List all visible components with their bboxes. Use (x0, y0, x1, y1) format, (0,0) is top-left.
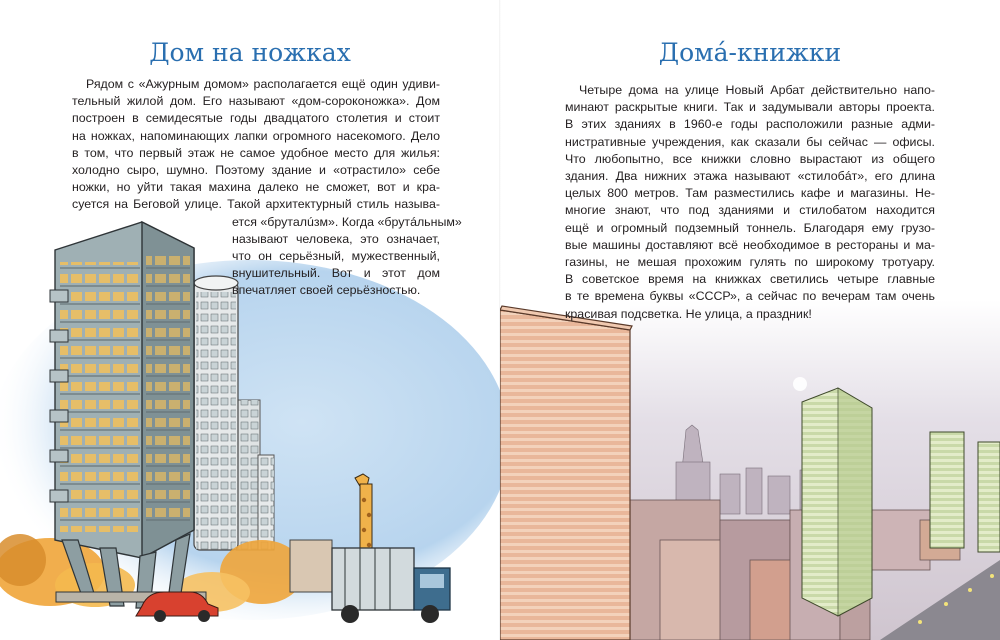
text-line: В этих зданиях в 1960-е годы расположили разные адми- (565, 117, 935, 132)
small-building (290, 540, 332, 592)
text-line: холодно сыро, шумно. Поэтому здание и «отрастило» себе (72, 163, 440, 178)
text-line: в те времена буквы «СССР», а сейчас по вечерам там очень (565, 289, 935, 304)
text-line: внушительный. Вот и этот дом (232, 266, 440, 281)
book-tower-pink (500, 306, 632, 640)
text-line: вые машины доставляют всё необходимое в рестораны и ма- (565, 237, 935, 252)
text-line: что он серьёзный, мужественный, (232, 249, 440, 263)
text-line: Рядом с «Ажурным домом» располагается ещё один удиви- (86, 77, 440, 91)
sun (793, 377, 807, 391)
text-line: здания. Два нижних этажа называют «стилобáт», его длина (565, 169, 935, 184)
text-line: в том, что первый этаж не самое удобное место для жилья: (72, 145, 440, 160)
text-line: целых 800 метров. Там разместились кафе и магазины. Не- (565, 186, 935, 201)
text-line: построен в семидесятые годы двадцатого столетия и стоит (72, 111, 440, 126)
text-line: газины, не мешая прохожим гулять по широкому тротуару. (565, 255, 935, 270)
text-line: впечатляет своей серьёзностью. (232, 283, 421, 298)
text-line: на ножках, напоминающих лапки огромного насекомого. Дело (72, 128, 440, 143)
text-line: минают раскрытые книги. Так и задумывали авторы проекта. (565, 100, 935, 115)
text-line: тельный жилой дом. Его называют «дом-сороконожка». Дом (72, 94, 440, 109)
text-line: ется «бруталúзм». Когда «брутáльным» (232, 214, 462, 229)
text-line: суется на Беговой улице. Такой архитектурный стиль называ- (72, 197, 440, 212)
right-page (500, 0, 1000, 640)
text-line: нистративные учреждения, как сказали бы сейчас — офисы. (565, 134, 935, 149)
text-line: называют человека, это означает, (232, 231, 440, 246)
centipede-building (50, 222, 206, 608)
text-line: Что любопытно, все книжки словно вырастают из общего (565, 151, 935, 166)
article-text (565, 82, 935, 323)
text-line: красивая подсветка. Не улица, а праздник! (565, 306, 812, 321)
round-tower (194, 276, 238, 550)
page-title: Домá-книжки (658, 38, 842, 67)
book-spine (499, 0, 501, 640)
text-line: В советское время на книжках светились четыре главные (565, 272, 935, 287)
text-line: ещё и огромный подземный тоннель. Благодаря ему грузо- (565, 220, 935, 235)
article-text-bottom (232, 214, 462, 300)
text-line: Четыре дома на улице Новый Арбат действительно напо- (579, 83, 935, 97)
page-title: Дом на ножках (149, 38, 351, 67)
text-line: ножки, но уйти такая махина далеко не сможет, вот и кра- (72, 180, 440, 195)
article-text-top (72, 76, 440, 214)
text-line: многие знают, что под зданиями и стилобатом находится (565, 203, 935, 218)
